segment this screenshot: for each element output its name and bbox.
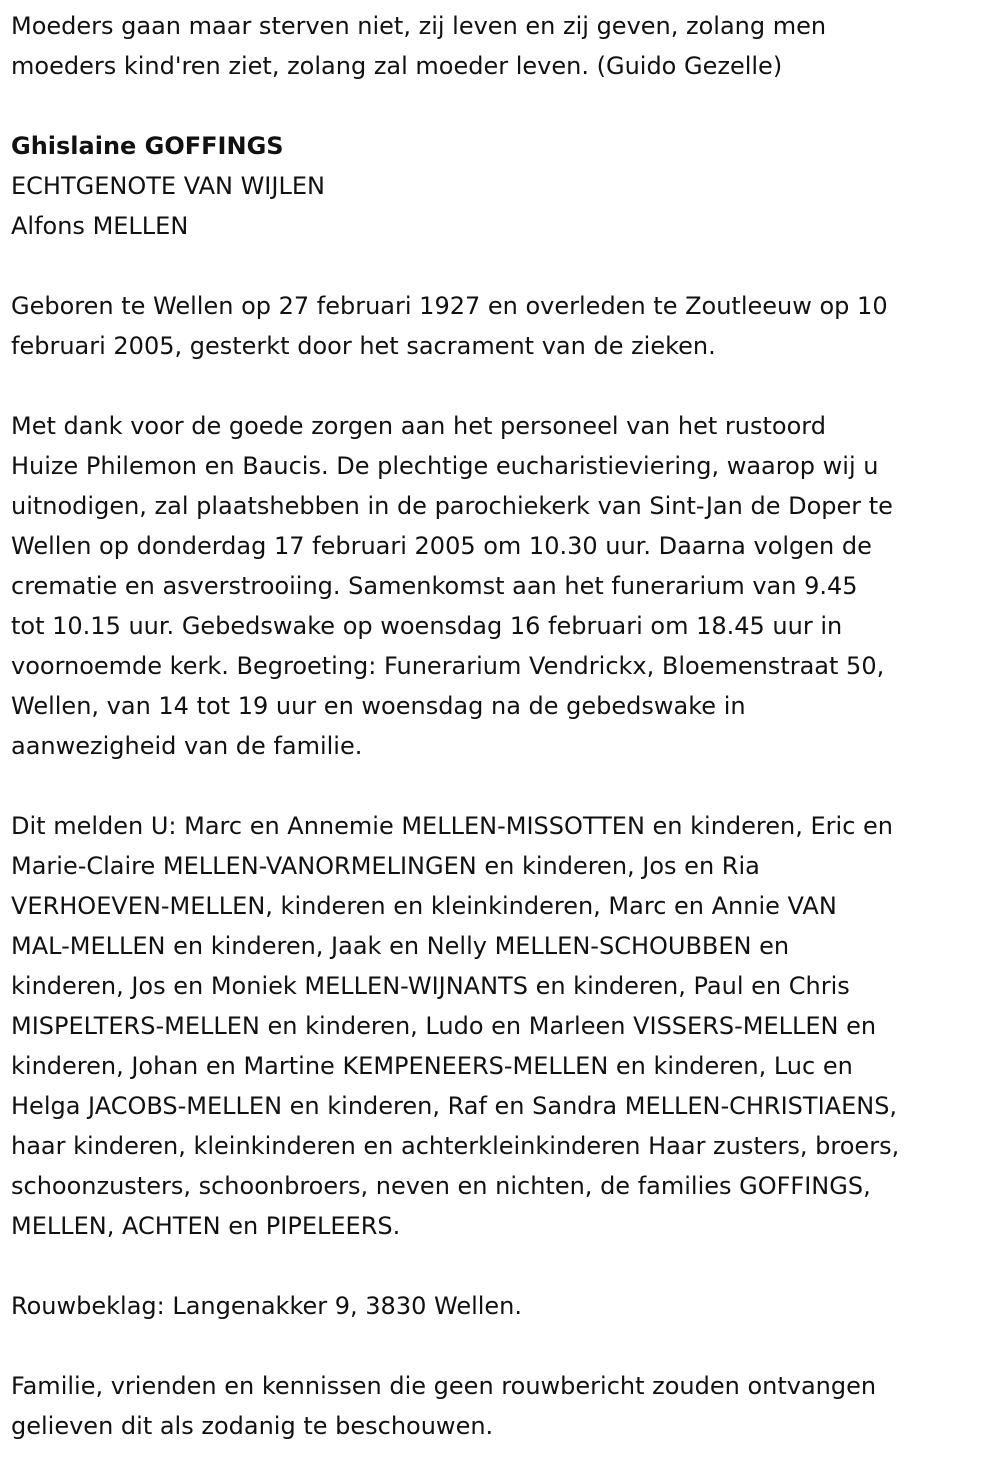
family-paragraph: Dit melden U: Marc en Annemie MELLEN-MISSOTTEN en kinderen, Eric en Marie-Claire MELLEN-VANORMELINGEN en kinderen, Jos en Ria VERHOEVEN-MELLEN, kinderen en kleinkinderen, Marc en Annie VAN MAL-MELLEN en kinderen, Jaak en Nelly MELLEN-SCHOUBBEN en kinderen, Jos en Moniek MELLEN-WIJNANTS en kinderen, Paul en Chris MISPELTERS-MELLEN en kinderen, Ludo en Marleen VISSERS-MELLEN en kinderen, Johan en Martine KEMPENEERS-MELLEN en kinderen, Luc en Helga JACOBS-MELLEN en kinderen, Raf en Sandra MELLEN-CHRISTIAENS, haar kinderen, kleinkinderen en achterkleinkinderen Haar zusters, broers, schoonzusters, schoonbroers, neven en nichten, de families GOFFINGS, MELLEN, ACHTEN en PIPELEERS. [11, 812, 900, 1240]
deceased-relation: ECHTGENOTE VAN WIJLEN [11, 172, 325, 200]
ceremony-paragraph: Met dank voor de goede zorgen aan het personeel van het rustoord Huize Philemon en Baucis. De plechtige eucharistieviering, waarop wij u uitnodigen, zal plaatshebben in de parochiekerk van Sint-Jan de Doper te Wellen op donderdag 17 februari 2005 om 10.30 uur. Daarna volgen de crematie en asverstrooiing. Samenkomst aan het funerarium van 9.45 tot 10.15 uur. Gebedswake op woensdag 16 februari om 18.45 uur in voornoemde kerk. Begroeting: Funerarium Vendrickx, Bloemenstraat 50, Wellen, van 14 tot 19 uur en woensdag na de gebedswake in aanwezigheid van de familie. [11, 412, 893, 760]
deceased-name: Ghislaine GOFFINGS [11, 132, 284, 160]
birth-death-paragraph: Geboren te Wellen op 27 februari 1927 en overleden te Zoutleeuw op 10 februari 2005, gesterkt door het sacrament van de zieken. [11, 292, 888, 360]
closing-note: Familie, vrienden en kennissen die geen rouwbericht zouden ontvangen gelieven dit als zodanig te beschouwen. [11, 1372, 877, 1440]
opening-quote: Moeders gaan maar sterven niet, zij leven en zij geven, zolang men moeders kind'ren ziet, zolang zal moeder leven. (Guido Gezelle) [11, 12, 827, 80]
deceased-block [11, 126, 990, 246]
spouse-name: Alfons MELLEN [11, 212, 189, 240]
condolence-address: Rouwbeklag: Langenakker 9, 3830 Wellen. [11, 1292, 523, 1320]
